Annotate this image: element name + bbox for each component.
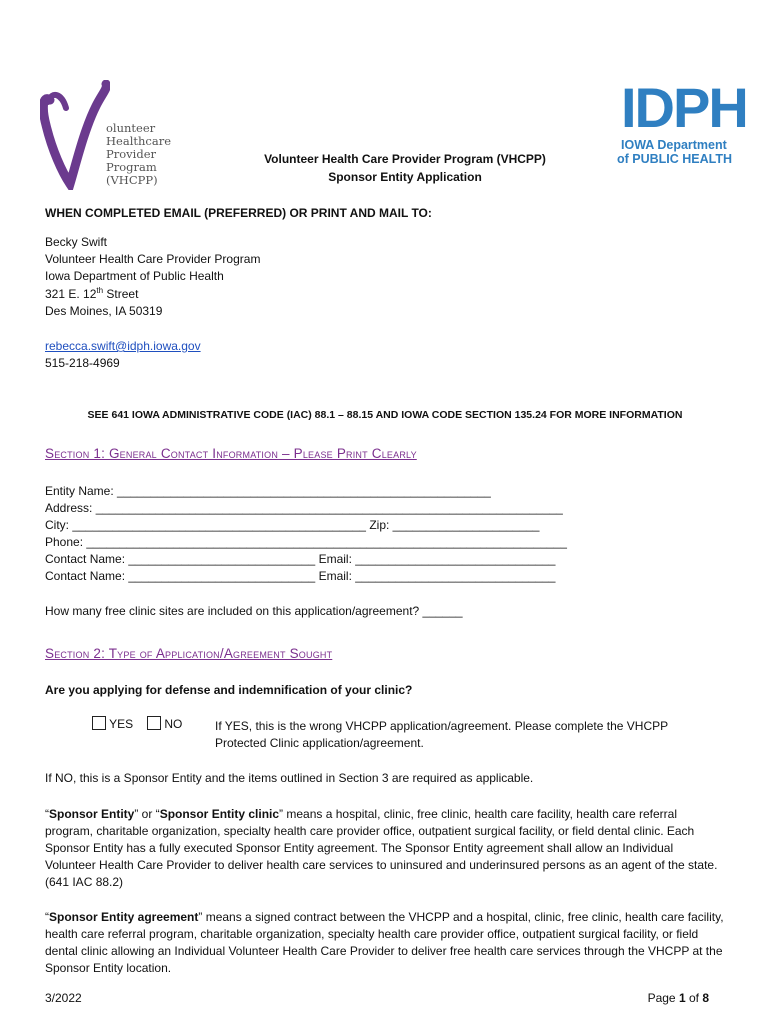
entity-name-field[interactable]: Entity Name: ________________________________________________________ (45, 484, 491, 498)
heart-logo-icon (40, 80, 110, 190)
idph-logo-wordmark: IDPH (621, 76, 747, 139)
sponsor-entity-agreement-definition: “Sponsor Entity agreement” means a signed contract between the VHCPP and a hospital, clinic, free clinic, health care facility, health care referral program, charitable organization, specialty health care provider office, outpatient surgical facility, or field dental clinic allowing an Individual Volunteer Health Care Provider to deliver free health care services through the VHCPP at the Sponsor Entity location. (45, 910, 724, 975)
contact-phone: 515-218-4969 (45, 356, 120, 370)
mail-instructions: WHEN COMPLETED EMAIL (PREFERRED) OR PRINT AND MAIL TO: (45, 206, 432, 220)
section-2-heading: Section 2: Type of Application/Agreement Sought (45, 646, 333, 661)
address-field[interactable]: Address: ______________________________________________________________________ (45, 501, 563, 515)
contact-name-email-field-1[interactable]: Contact Name: ____________________________ Email: ______________________________ (45, 552, 556, 566)
section-1-heading: Section 1: General Contact Information – Please Print Clearly (45, 446, 417, 461)
vhcpp-logo (40, 80, 210, 190)
if-yes-note-line2: Protected Clinic application/agreement. (215, 736, 424, 750)
footer-date: 3/2022 (45, 991, 82, 1005)
contact-email-link[interactable] (45, 339, 201, 353)
document-subtitle: Sponsor Entity Application (328, 170, 482, 184)
vhcpp-logo-text: olunteer Healthcare Provider Program (VHCPP) (106, 121, 171, 187)
page-number: Page 1 of 8 (647, 991, 709, 1005)
if-yes-note-line1: If YES, this is the wrong VHCPP application/agreement. Please complete the VHCPP (215, 719, 669, 733)
address-dept: Iowa Department of Public Health (45, 269, 224, 283)
email-link[interactable]: rebecca.swift@idph.iowa.gov (45, 339, 201, 353)
contact-name-email-field-2[interactable]: Contact Name: ____________________________ Email: ______________________________ (45, 569, 556, 583)
phone-field[interactable]: Phone: ________________________________________________________________________ (45, 535, 567, 549)
clinic-sites-question[interactable]: How many free clinic sites are included on this application/agreement? ______ (45, 604, 463, 618)
city-zip-field[interactable]: City: ____________________________________________ Zip: ______________________ (45, 518, 540, 532)
address-org: Volunteer Health Care Provider Program (45, 252, 261, 266)
address-city: Des Moines, IA 50319 (45, 304, 163, 318)
if-no-note: If NO, this is a Sponsor Entity and the items outlined in Section 3 are required as applicable. (45, 771, 534, 785)
reference-note: SEE 641 IOWA ADMINISTRATIVE CODE (IAC) 88.1 – 88.15 AND IOWA CODE SECTION 135.24 FOR MORE INFORMATION (87, 409, 683, 421)
address-name: Becky Swift (45, 235, 108, 249)
yes-checkbox[interactable] (92, 716, 106, 730)
idph-logo-line1: IOWA Department (621, 138, 727, 152)
document-title: Volunteer Health Care Provider Program (VHCPP) (264, 152, 546, 166)
no-option[interactable]: NO (147, 716, 182, 731)
sponsor-entity-definition: “Sponsor Entity” or “Sponsor Entity clinic” means a hospital, clinic, free clinic, health care facility, health care referral program, charitable organization, specialty health care provider office, outpatient surgical facility, or field dental clinic. Each Sponsor Entity has a fully executed Sponsor Entity agreement. The Sponsor Entity agreement shall allow an Individual Volunteer Health Care Provider to deliver health care services to uninsured and underinsured persons as an agent of the state. (641 IAC 88.2) (45, 807, 718, 889)
address-street: 321 E. 12th Street (45, 286, 139, 301)
yes-option[interactable]: YES (92, 716, 133, 731)
no-checkbox[interactable] (147, 716, 161, 730)
idph-logo-line2: of PUBLIC HEALTH (617, 152, 733, 166)
idph-logo (615, 76, 747, 172)
defense-question: Are you applying for defense and indemnification of your clinic? (45, 683, 413, 697)
